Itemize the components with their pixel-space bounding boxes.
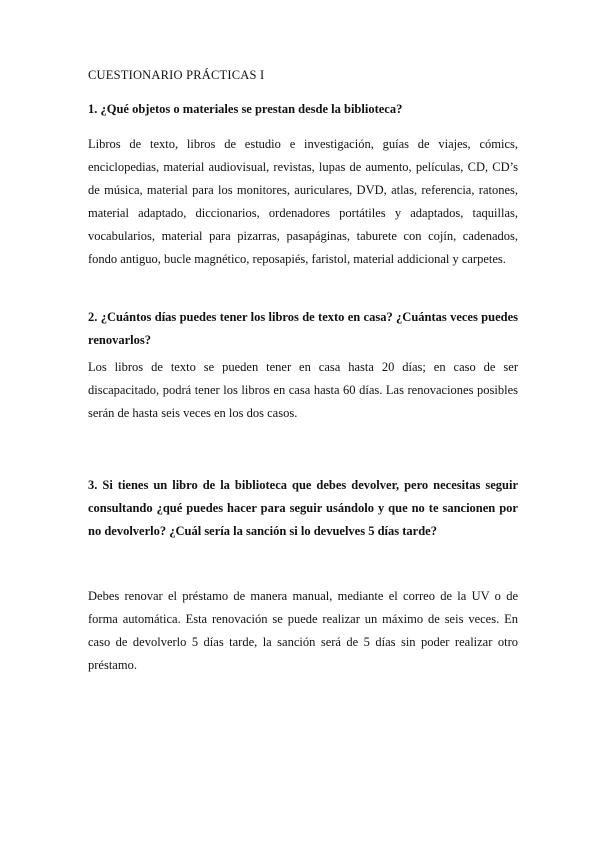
answer-2: Los libros de texto se pueden tener en casa hasta 20 días; en caso de ser discapacitado, podrá tener los libros en casa hasta 60 días. Las renovaciones posibles serán de hasta seis veces en los dos casos. [88,360,518,420]
question-2: 2. ¿Cuántos días puedes tener los libros de texto en casa? ¿Cuántas veces puedes renovarlos? [88,310,518,347]
question-1: 1. ¿Qué objetos o materiales se prestan desde la biblioteca? [88,102,403,116]
question-3: 3. Si tienes un libro de la biblioteca que debes devolver, pero necesitas seguir consultando ¿qué puedes hacer para seguir usándolo y que no te sancionen por no devolverlo? ¿Cuál sería la sanción si lo devuelves 5 días tarde? [88,478,518,538]
answer-1: Libros de texto, libros de estudio e investigación, guías de viajes, cómics, enciclopedias, material audiovisual, revistas, lupas de aumento, películas, CD, CD’s de música, material para los monitores, auriculares, DVD, atlas, referencia, ratones, material adaptado, diccionarios, ordenadores portátiles y adaptados, taquillas, vocabularios, material para pizarras, pasapáginas, taburete con cojín, cadenados, fondo antiguo, bucle magnético, reposapiés, faristol, material addicional y carpetes. [88,137,518,266]
document-title: CUESTIONARIO PRÁCTICAS I [88,68,265,82]
answer-3: Debes renovar el préstamo de manera manual, mediante el correo de la UV o de forma automática. Esta renovación se puede realizar un máximo de seis veces. En caso de devolverlo 5 días tarde, la sanción será de 5 días sin poder realizar otro préstamo. [88,589,518,672]
